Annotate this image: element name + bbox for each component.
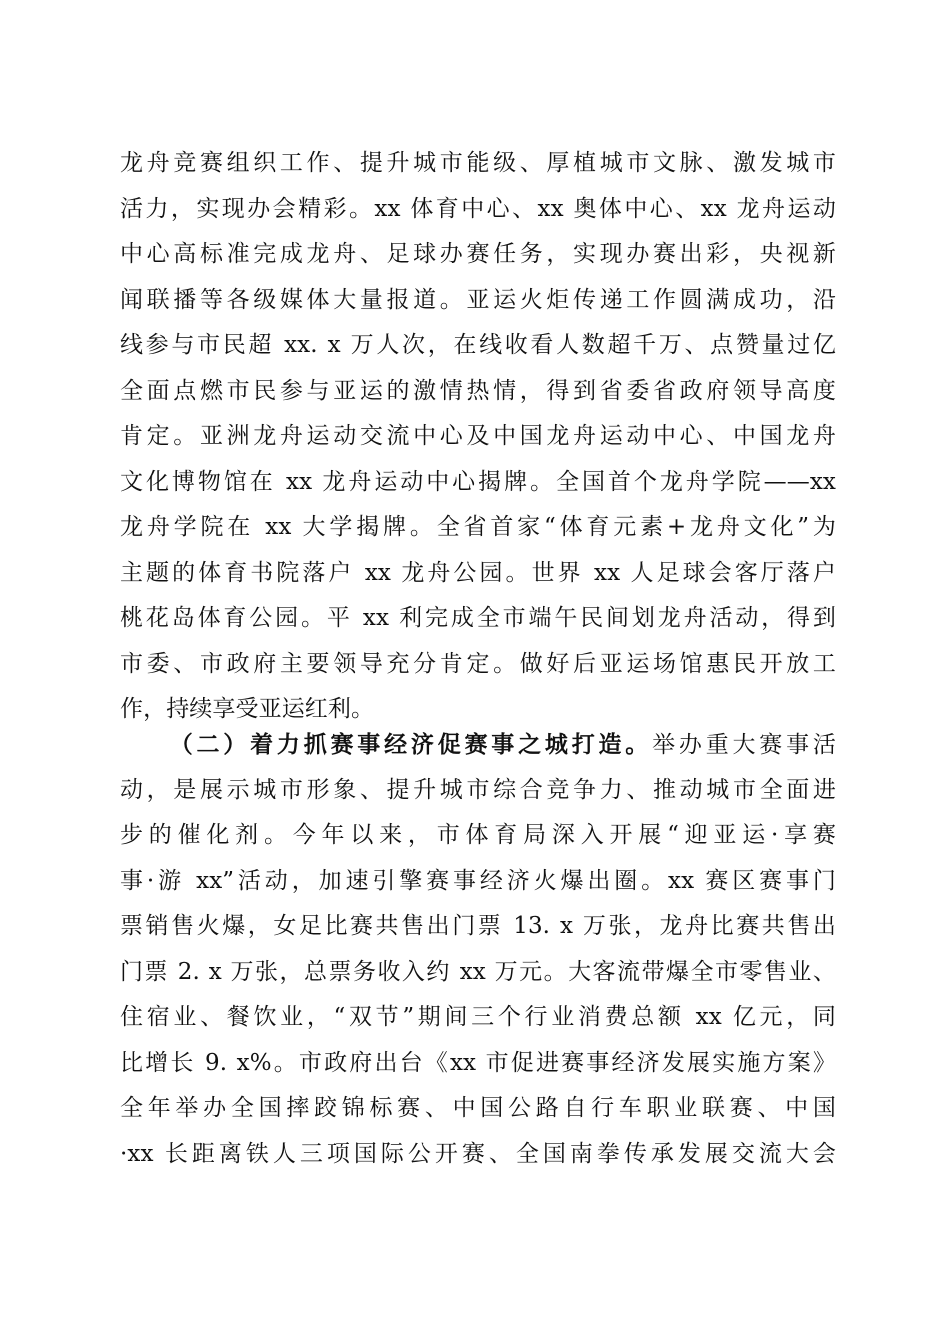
text-line: ·xx 长距离铁人三项国际公开赛、全国南拳传承发展交流大会 [120, 1140, 836, 1167]
text-line: 肯定。亚洲龙舟运动交流中心及中国龙舟运动中心、中国龙舟 [120, 423, 836, 449]
paragraph-1 [120, 141, 836, 733]
paragraph-2 [120, 722, 836, 1177]
text-line: 全年举办全国摔跤锦标赛、中国公路自行车职业联赛、中国 [120, 1095, 836, 1121]
text-line: 动，是展示城市形象、提升城市综合竞争力、推动城市全面进 [120, 776, 836, 803]
text-line: 闻联播等各级媒体大量报道。亚运火炬传递工作圆满成功，沿 [120, 286, 836, 313]
text-line: 比增长 9. x%。市政府出台《xx 市促进赛事经济发展实施方案》 [120, 1049, 836, 1076]
section-heading: （二）着力抓赛事经济促赛事之城打造。 [166, 731, 653, 758]
text-line-last: 作，持续享受亚运红利。 [120, 696, 375, 722]
heading-line-text: 举办重大赛事活 [652, 732, 836, 758]
text-line: 门票 2. x 万张，总票务收入约 xx 万元。大客流带爆全市零售业、 [120, 958, 836, 985]
text-line: 事·游 xx”活动，加速引擎赛事经济火爆出圈。xx 赛区赛事门 [120, 867, 836, 894]
text-line: 龙舟学院在 xx 大学揭牌。全省首家“体育元素+龙舟文化”为 [120, 514, 836, 540]
text-line: 龙舟竞赛组织工作、提升城市能级、厚植城市文脉、激发城市 [120, 150, 836, 176]
text-line: 票销售火爆，女足比赛共售出门票 13. x 万张，龙舟比赛共售出 [120, 913, 836, 939]
paragraph-first-line [120, 722, 836, 768]
text-line: 主题的体育书院落户 xx 龙舟公园。世界 xx 人足球会客厅落户 [120, 559, 836, 586]
text-line: 活力，实现办会精彩。xx 体育中心、xx 奥体中心、xx 龙舟运动 [120, 195, 836, 222]
text-line: 线参与市民超 xx. x 万人次，在线收看人数超千万、点赞量过亿 [120, 332, 836, 358]
text-line: 桃花岛体育公园。平 xx 利完成全市端午民间划龙舟活动，得到 [120, 605, 836, 631]
text-line: 市委、市政府主要领导充分肯定。做好后亚运场馆惠民开放工 [120, 650, 836, 677]
text-line: 步的催化剂。今年以来，市体育局深入开展“迎亚运·享赛 [120, 822, 836, 848]
text-line: 文化博物馆在 xx 龙舟运动中心揭牌。全国首个龙舟学院——xx [120, 468, 836, 495]
text-line: 中心高标准完成龙舟、足球办赛任务，实现办赛出彩，央视新 [120, 241, 836, 267]
text-line: 住宿业、餐饮业，“双节”期间三个行业消费总额 xx 亿元，同 [120, 1004, 836, 1030]
text-line: 全面点燃市民参与亚运的激情热情，得到省委省政府领导高度 [120, 377, 836, 404]
